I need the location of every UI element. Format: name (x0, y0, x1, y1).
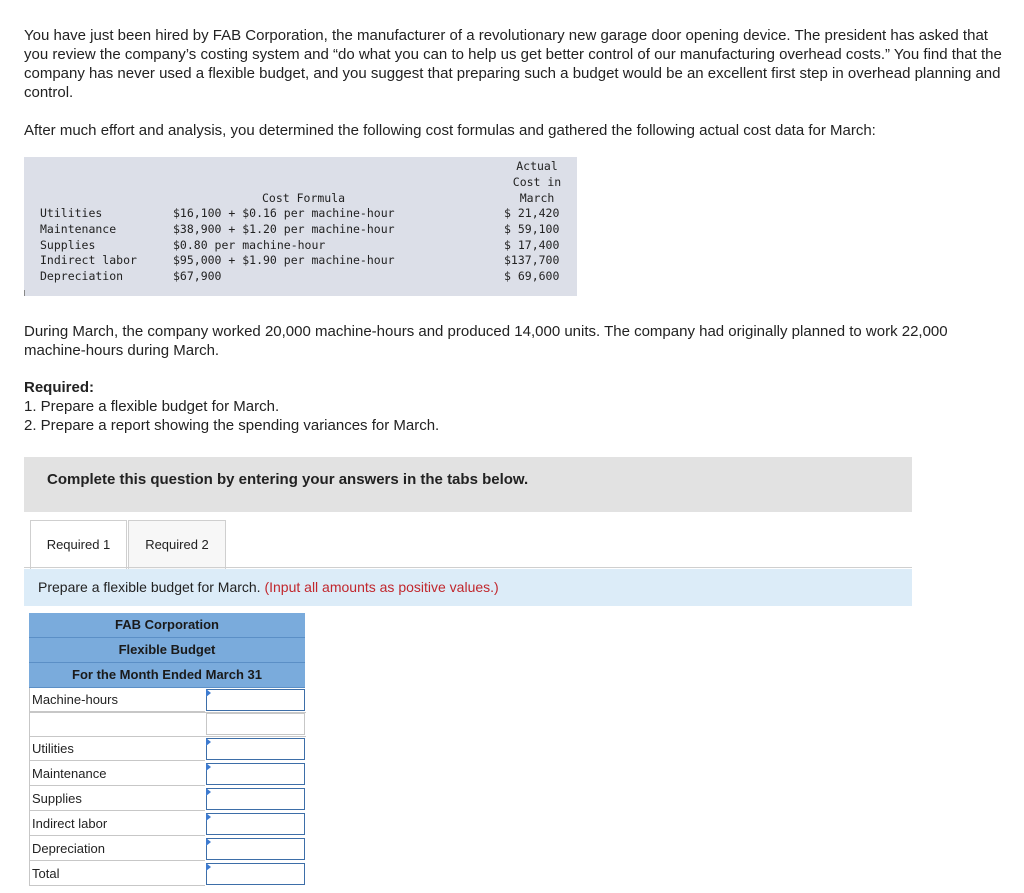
maintenance-input[interactable] (206, 763, 305, 785)
input-marker-icon (206, 689, 211, 697)
supplies-input[interactable] (206, 788, 305, 810)
cost-actual: $ 21,420 (504, 206, 560, 220)
cost-actual: $ 59,100 (504, 222, 560, 236)
march-text: During March, the company worked 20,000 machine-hours and produced 14,000 units. The company had originally planned to work 22,000 machine-hours during March. (24, 323, 948, 359)
cost-formula: $67,900 (173, 269, 222, 283)
budget-row-label: Utilities (29, 737, 205, 761)
actual-header-3: March (519, 191, 555, 205)
cost-table-underline (24, 290, 577, 296)
cost-formula: $95,000 + $1.90 per machine-hour (173, 253, 395, 267)
cost-formula: $16,100 + $0.16 per machine-hour (173, 206, 395, 220)
required-label: Required: (24, 379, 95, 396)
instruction-bar (24, 457, 912, 512)
instruction-text: Complete this question by entering your answers in the tabs below. (47, 471, 529, 488)
problem-effort: After much effort and analysis, you determined the following cost formulas and gathered the following actual cost data for March: (24, 122, 876, 139)
input-marker-icon (206, 763, 211, 771)
cost-formula: $38,900 + $1.20 per machine-hour (173, 222, 395, 236)
utilities-input[interactable] (206, 738, 305, 760)
cost-actual: $137,700 (504, 253, 560, 267)
problem-intro: You have just been hired by FAB Corporation, the manufacturer of a revolutionary new garage door opening device. The president has asked that you review the company’s costing system and “do what you can to help us get better control of our manufacturing overhead costs.” You find that the company has never used a flexible budget, and you suggest that preparing such a budget would be an excellent first step in overhead planning and control. (24, 27, 1002, 101)
budget-row-label: Maintenance (29, 762, 205, 786)
indirect-labor-input[interactable] (206, 813, 305, 835)
input-marker-icon (206, 863, 211, 871)
machine-hours-input[interactable] (206, 689, 305, 711)
cost-item: Utilities (40, 206, 103, 220)
budget-title-company: FAB Corporation (29, 613, 305, 638)
cost-formula-header: Cost Formula (262, 191, 346, 205)
budget-row-label: Indirect labor (29, 812, 205, 836)
budget-row-label: Supplies (29, 787, 205, 811)
budget-row-label: Depreciation (29, 837, 205, 861)
actual-header-1: Actual (516, 159, 558, 173)
actual-header-2: Cost in (512, 175, 562, 189)
input-marker-icon (206, 813, 211, 821)
prompt-note: (Input all amounts as positive values.) (264, 579, 499, 595)
depreciation-input[interactable] (206, 838, 305, 860)
machine-hours-label: Machine-hours (29, 688, 205, 712)
cost-item: Indirect labor (40, 253, 137, 267)
cost-actual: $ 17,400 (504, 238, 560, 252)
cost-item: Supplies (40, 238, 96, 252)
cost-formula: $0.80 per machine-hour (173, 238, 326, 252)
cost-actual: $ 69,600 (504, 269, 560, 283)
budget-title-period: For the Month Ended March 31 (29, 663, 305, 688)
required-2-text: 2. Prepare a report showing the spending variances for March. (24, 417, 440, 434)
tab-required-1[interactable]: Required 1 (30, 520, 127, 569)
total-input[interactable] (206, 863, 305, 885)
tab-required-2[interactable]: Required 2 (128, 520, 226, 569)
cost-item: Depreciation (40, 269, 124, 283)
cost-item: Maintenance (40, 222, 117, 236)
prompt-bar (24, 569, 912, 606)
input-marker-icon (206, 788, 211, 796)
input-marker-icon (206, 738, 211, 746)
budget-title-name: Flexible Budget (29, 638, 305, 663)
required-1-text: 1. Prepare a flexible budget for March. (24, 398, 280, 415)
prompt-text: Prepare a flexible budget for March. (38, 579, 261, 595)
budget-total-label: Total (29, 862, 205, 886)
spacer-input[interactable] (206, 713, 305, 735)
input-marker-icon (206, 838, 211, 846)
